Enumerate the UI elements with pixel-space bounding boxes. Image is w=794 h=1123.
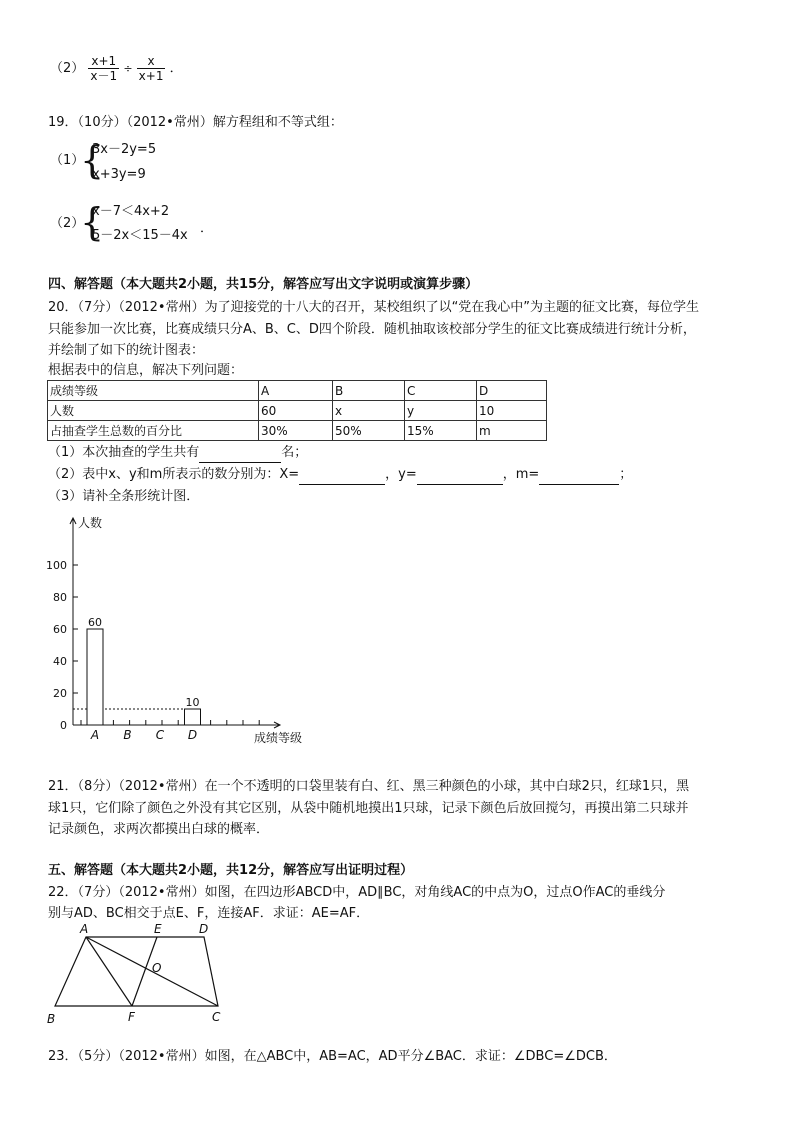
q20-sub2-end: ； [619, 467, 633, 482]
q20-sub2-y: ，y= [385, 467, 417, 482]
table-cell: 15% [405, 421, 477, 441]
table-cell: 成绩等级 [48, 381, 259, 401]
bar-A [87, 629, 103, 725]
section5-heading: 五、解答题（本大题共2小题，共12分，解答应写出证明过程） [48, 863, 414, 878]
q22-line2: 别与AD、BC相交于点E、F，连接AF．求证：AE=AF． [48, 906, 370, 921]
q19-part2-end: ． [200, 221, 214, 236]
y-tick-label: 0 [60, 719, 67, 732]
table-row [48, 381, 547, 401]
point-label-F: F [128, 1010, 135, 1024]
q20-sub2-text: （2）表中x、y和m所表示的数分别为：X= [48, 467, 300, 482]
q21-line2: 球1只，它们除了颜色之外没有其它区别，从袋中随机地摸出1只球，记录下颜色后放回搅匀，再摸出第二只球并 [48, 801, 689, 816]
q23-line1: 23．（5分）（2012•常州）如图，在△ABC中，AB=AC，AD平分∠BAC．求证：∠DBC=∠DCB． [48, 1049, 617, 1064]
fraction-2-numerator: x [137, 54, 166, 69]
bar-D [185, 709, 201, 725]
y-tick-label: 60 [53, 623, 67, 636]
table-cell: 10 [477, 401, 547, 421]
category-label: B [123, 728, 132, 742]
table-cell: y [405, 401, 477, 421]
grade-table [47, 380, 547, 441]
q19-part2-label: （2） [50, 216, 85, 231]
q20-sub1-end: 名； [281, 445, 308, 460]
y-tick-label: 20 [53, 687, 67, 700]
q20-line1: 20．（7分）（2012•常州）为了迎接党的十八大的召开，某校组织了以“党在我心中”为主题的征文比赛，每位学生 [48, 300, 700, 315]
section4-heading: 四、解答题（本大题共2小题，共15分，解答应写出文字说明或演算步骤） [48, 277, 479, 292]
point-label-E: E [154, 922, 162, 936]
bar-chart [40, 510, 340, 750]
table-cell: D [477, 381, 547, 401]
fraction-1 [88, 54, 119, 83]
quadrilateral-ABCD [55, 937, 218, 1006]
x-axis-label: 成绩等级 [254, 731, 303, 745]
q19-part1-eq1: 3x－2y=5 [92, 142, 157, 157]
q19-part2-eq2: 5－2x＜15－4x [92, 228, 188, 243]
table-cell: 60 [259, 401, 333, 421]
q18-part2-label: （2） [50, 61, 85, 76]
segment-AF [86, 937, 132, 1006]
answer-blank-x[interactable] [299, 466, 385, 485]
point-label-A: A [80, 922, 89, 936]
fraction-1-numerator: x+1 [88, 54, 119, 69]
answer-blank-m[interactable] [539, 466, 619, 485]
table-cell: 30% [259, 421, 333, 441]
point-label-O: O [152, 961, 162, 975]
y-axis-label: 人数 [78, 516, 103, 530]
quadrilateral-figure [44, 920, 244, 1030]
table-cell: x [333, 401, 405, 421]
point-label-B: B [47, 1012, 56, 1026]
q20-sub1-text: （1）本次抽查的学生共有 [48, 445, 200, 460]
fraction-2 [137, 54, 166, 83]
table-row [48, 421, 547, 441]
q20-line4: 根据表中的信息，解决下列问题： [48, 363, 244, 378]
q20-line2: 只能参加一次比赛，比赛成绩只分A、B、C、D四个阶段．随机抽取该校部分学生的征文比赛成绩进行统计分析， [48, 322, 696, 337]
left-brace-icon: { [80, 138, 105, 182]
q21-line3: 记录颜色，求两次都摸出白球的概率． [48, 822, 270, 837]
q18-part2 [50, 54, 183, 83]
q20-sub2 [48, 466, 632, 485]
y-tick-label: 80 [53, 591, 67, 604]
category-label: A [90, 728, 100, 742]
bar-label: 60 [88, 616, 102, 629]
fraction-2-denominator: x+1 [138, 69, 164, 83]
table-cell: 50% [333, 421, 405, 441]
q20-sub3: （3）请补全条形统计图． [48, 489, 200, 504]
division-operator: ÷ [123, 62, 133, 75]
q19-part2-eq1: x－7＜4x+2 [92, 204, 170, 219]
left-brace-icon: { [80, 200, 105, 244]
q19-part1-eq2: x+3y=9 [92, 167, 146, 182]
bar-label: 10 [185, 696, 200, 709]
y-tick-label: 100 [46, 559, 67, 572]
table-cell: B [333, 381, 405, 401]
table-cell: 占抽查学生总数的百分比 [48, 421, 259, 441]
q19-title: 19．（10分）（2012•常州）解方程组和不等式组： [48, 115, 343, 130]
category-label: D [187, 728, 198, 742]
point-label-C: C [212, 1010, 221, 1024]
q20-line3: 并绘制了如下的统计图表： [48, 343, 205, 358]
table-cell: A [259, 381, 333, 401]
q18-part2-end: ． [169, 61, 183, 76]
q22-line1: 22．（7分）（2012•常州）如图，在四边形ABCD中，AD∥BC，对角线AC的中点为O，过点O作AC的垂线分 [48, 885, 666, 900]
table-cell: m [477, 421, 547, 441]
q20-sub2-m: ，m= [502, 467, 540, 482]
answer-blank-y[interactable] [417, 466, 503, 485]
answer-blank[interactable] [199, 444, 281, 463]
q21-line1: 21．（8分）（2012•常州）在一个不透明的口袋里装有白、红、黑三种颜色的小球，其中白球2只，红球1只，黑 [48, 779, 690, 794]
q19-part1-label: （1） [50, 153, 85, 168]
point-label-D: D [199, 922, 209, 936]
fraction-1-denominator: x－1 [90, 69, 118, 83]
table-row [48, 401, 547, 421]
table-cell: C [405, 381, 477, 401]
category-label: C [155, 728, 165, 742]
table-cell: 人数 [48, 401, 259, 421]
q20-sub1 [48, 444, 307, 463]
y-tick-label: 40 [53, 655, 67, 668]
